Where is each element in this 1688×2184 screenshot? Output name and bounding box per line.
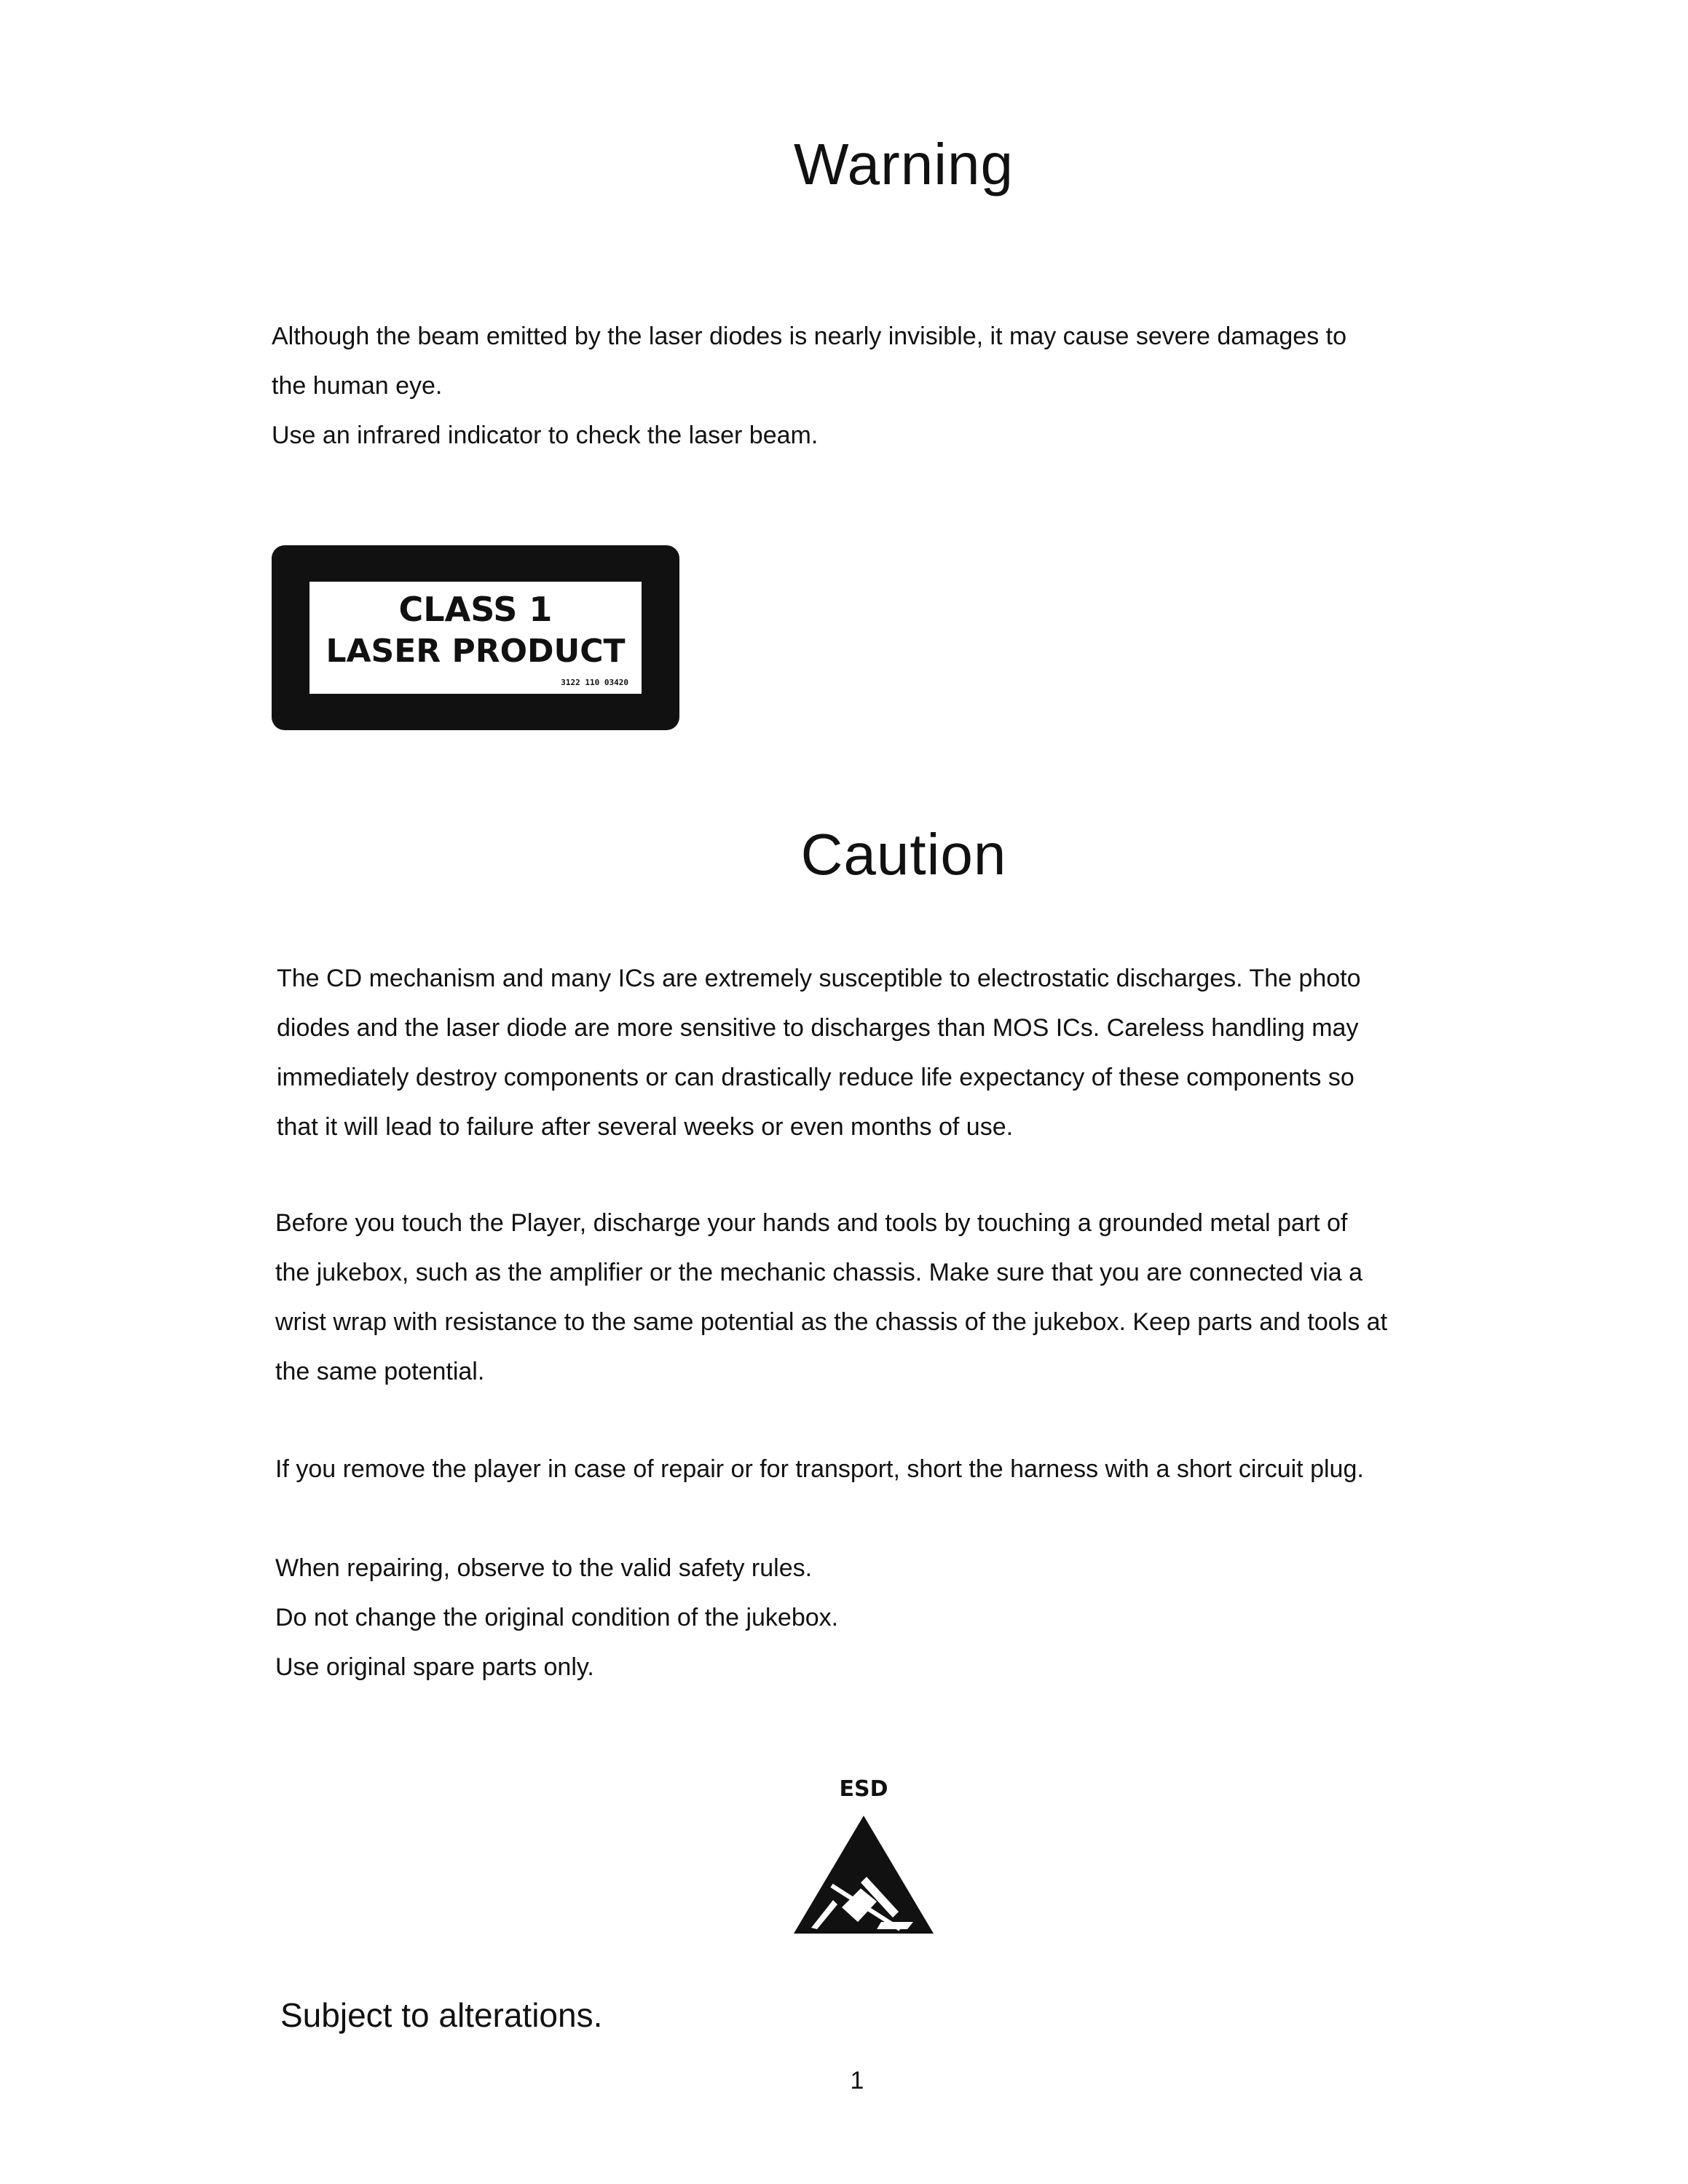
footer-note: Subject to alterations. [280,1996,603,2034]
esd-symbol [791,1776,936,1936]
laser-label-panel [309,582,642,694]
caution-p1-line-4: that it will lead to failure after several weeks or even months of use. [277,1113,1014,1141]
caution-p1-line-1: The CD mechanism and many ICs are extremely susceptible to electrostatic discharges. The photo [277,965,1361,992]
caution-paragraph-3 [275,1444,1364,1494]
warning-line-2: the human eye. [272,372,443,400]
caution-title: Caution [800,822,1007,887]
warning-line-1: Although the beam emitted by the laser diodes is nearly invisible, it may cause severe damages to [272,323,1347,350]
caution-p2-line-1: Before you touch the Player, discharge your hands and tools by touching a grounded metal part of [275,1209,1348,1237]
warning-title: Warning [794,132,1014,197]
caution-paragraph-4 [275,1543,838,1692]
warning-paragraph [272,312,1346,411]
caution-p2-line-3: wrist wrap with resistance to the same potential as the chassis of the jukebox. Keep parts and tools at [275,1308,1388,1336]
caution-p1-line-2: diodes and the laser diode are more sensitive to discharges than MOS ICs. Careless handling may [277,1014,1359,1042]
caution-p3-line-1: If you remove the player in case of repair or for transport, short the harness with a short circuit plug. [275,1455,1364,1483]
page-number: 1 [850,2067,864,2094]
caution-p4-line-1: When repairing, observe to the valid safety rules. [275,1554,813,1582]
caution-p2-line-4: the same potential. [275,1358,485,1385]
esd-label: ESD [839,1776,888,1802]
caution-p2-line-2: the jukebox, such as the amplifier or the mechanic chassis. Make sure that you are connected via a [275,1259,1363,1286]
laser-label-product: LASER PRODUCT [326,633,626,670]
laser-class-label [272,545,679,730]
caution-paragraph-1 [277,954,1361,1152]
caution-paragraph-2 [275,1198,1387,1396]
caution-p4-line-2: Do not change the original condition of the jukebox. [275,1604,839,1631]
laser-label-code: 3122 110 03420 [561,678,628,687]
caution-p1-line-3: immediately destroy components or can drastically reduce life expectancy of these components so [277,1064,1354,1091]
warning-line-3: Use an infrared indicator to check the laser beam. [272,422,819,449]
esd-warning-triangle-icon [791,1813,936,1936]
laser-label-class: CLASS 1 [398,590,553,629]
caution-p4-line-3: Use original spare parts only. [275,1653,594,1681]
warning-paragraph-2 [272,411,818,460]
